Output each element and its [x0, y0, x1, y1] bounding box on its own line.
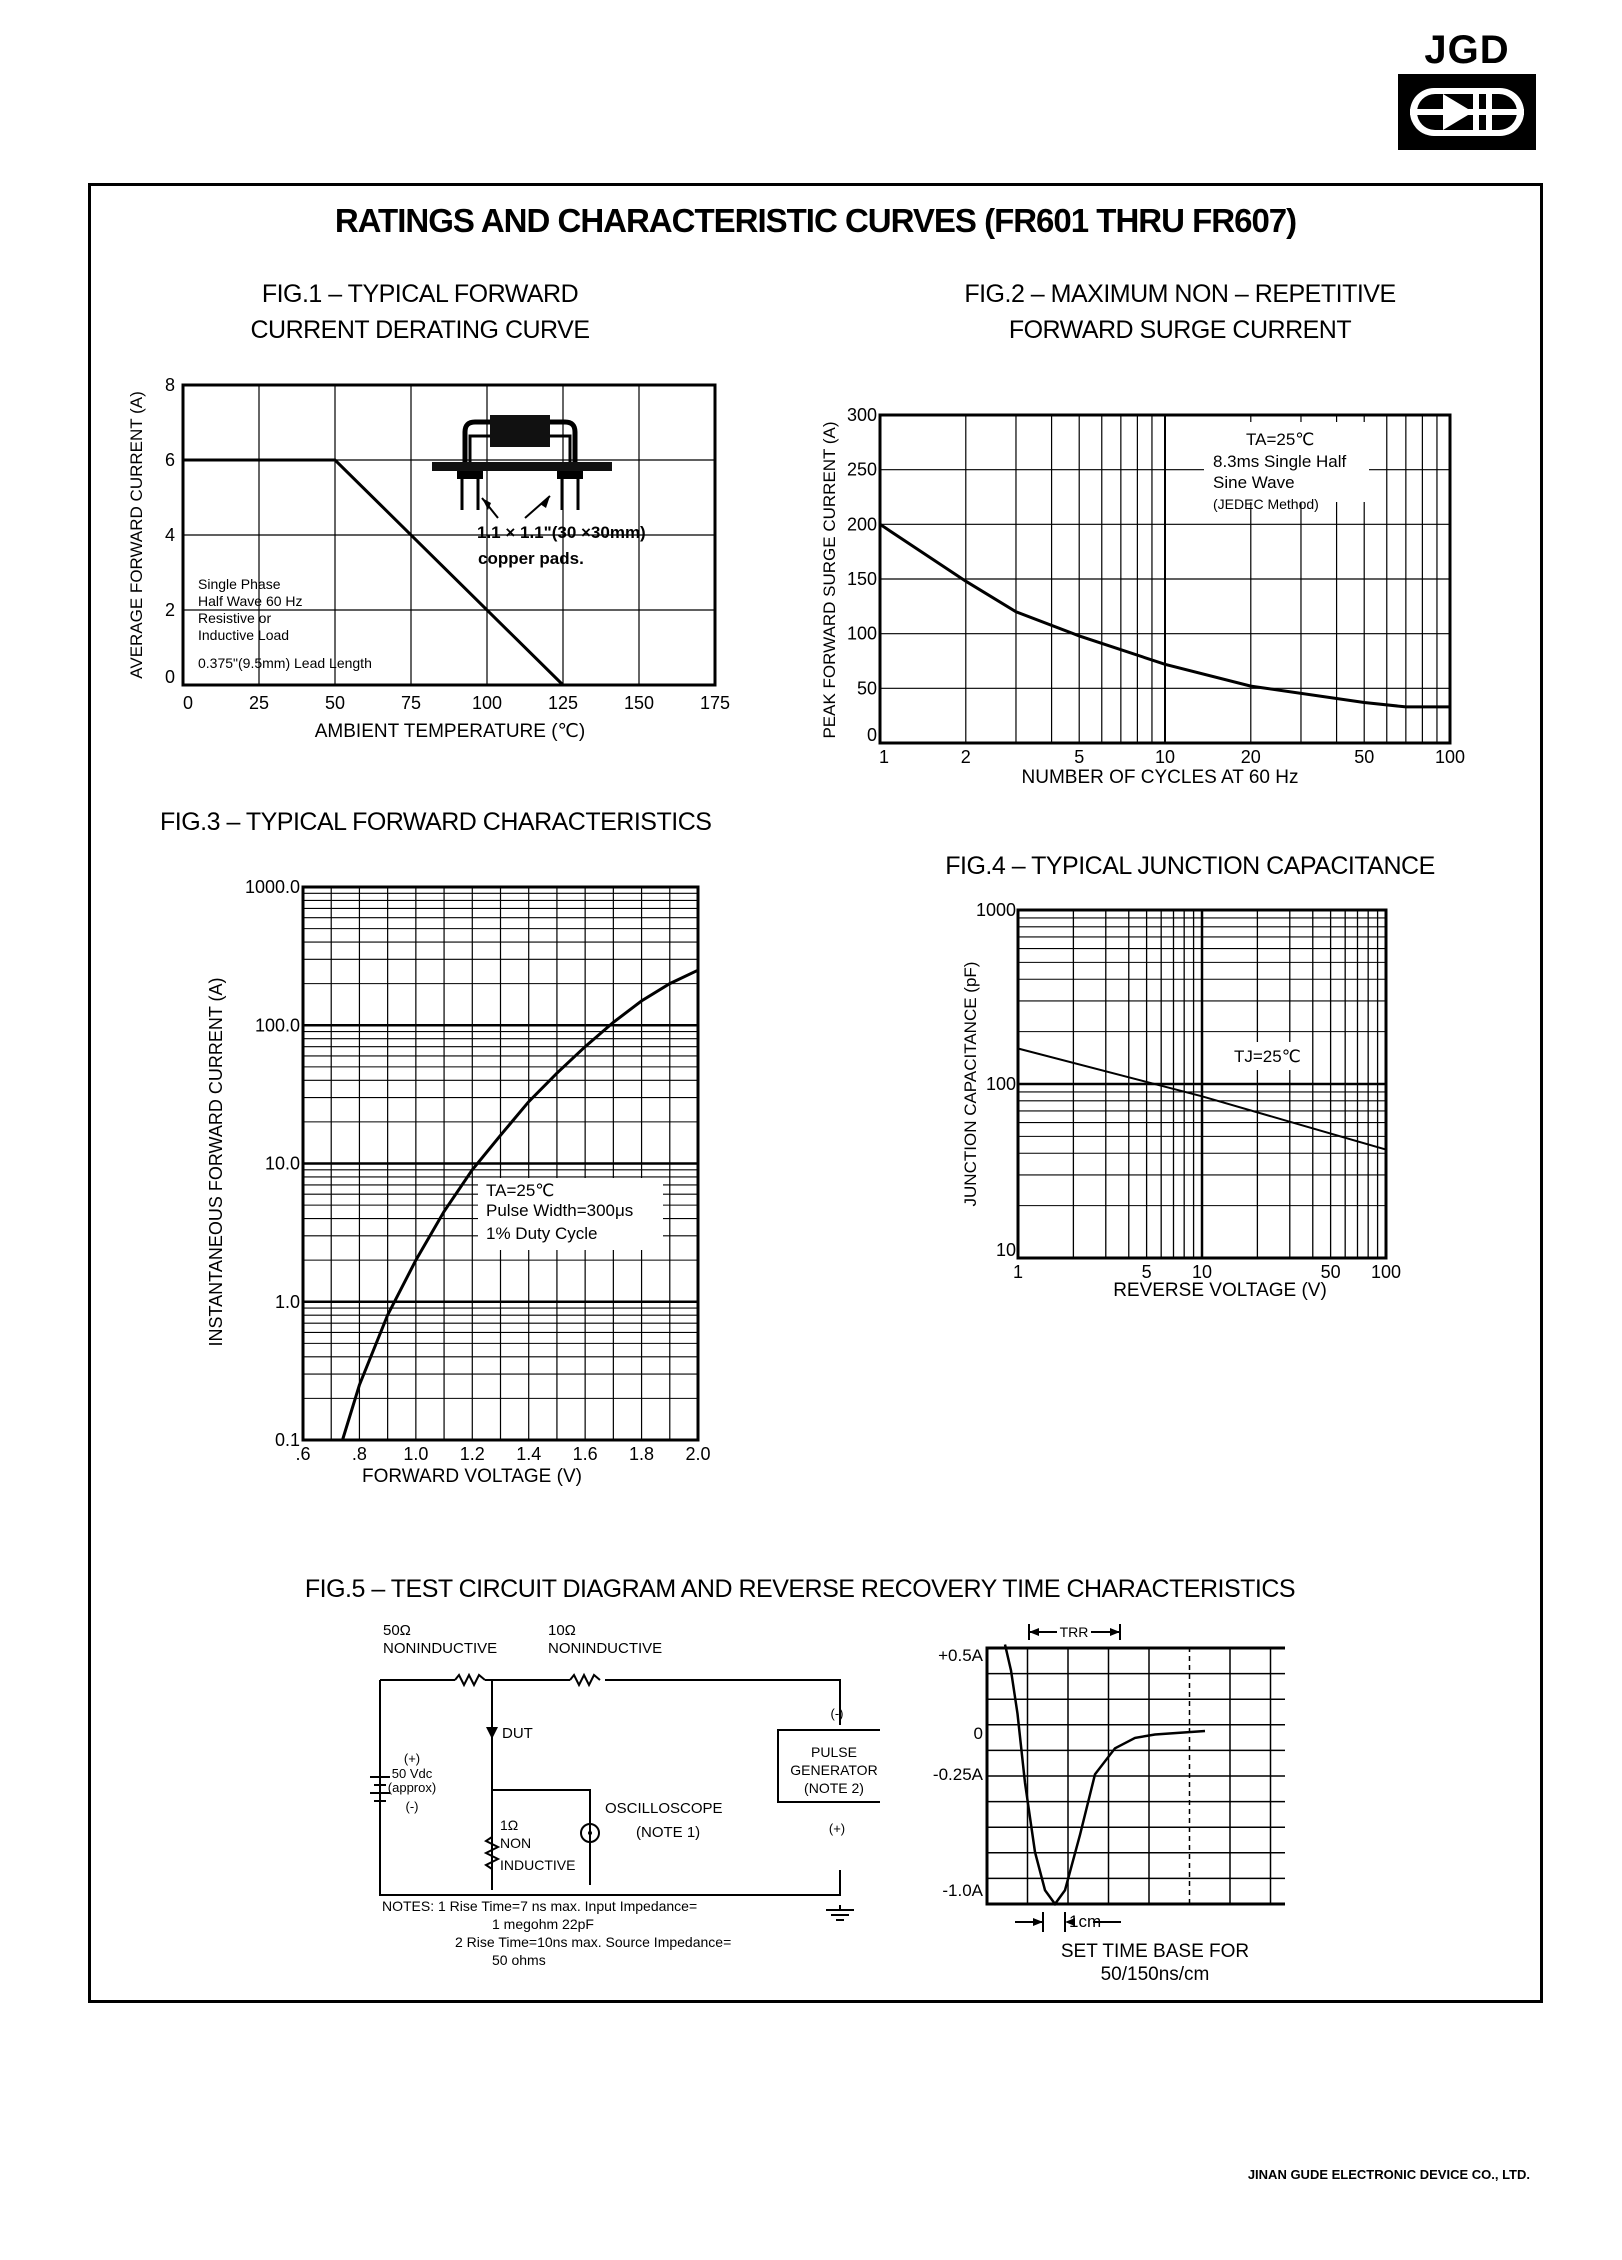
fig2-ticks: [847, 405, 1465, 767]
fig1-xtick-label: 50: [324, 693, 346, 713]
fig4-xtick-label: 100: [1370, 1262, 1402, 1282]
fig1-cond-1: Single Phase: [198, 576, 281, 592]
fig3-xtick-label: 1.0: [403, 1444, 429, 1464]
fig1-heatsink-illustration: [432, 415, 612, 518]
footer-company: JINAN GUDE ELECTRONIC DEVICE CO., LTD.: [1247, 2167, 1530, 2182]
fig2-xtick-label: 1: [878, 747, 890, 767]
fig5-title: [180, 1571, 1420, 1607]
fig2-cond-3: Sine Wave: [1213, 473, 1295, 492]
fig5-recovery-line: [1005, 1645, 1205, 1905]
fig2-ytick-label: 300: [846, 405, 877, 425]
diode-logo-icon: [1398, 74, 1536, 150]
fig4-xtick-label: 50: [1320, 1262, 1341, 1282]
circuit-scope-2: (NOTE 1): [636, 1824, 701, 1841]
fig5-ytick-2: 0: [973, 1724, 983, 1743]
fig1-derating-line: [183, 460, 563, 685]
fig1-ytick-label: 6: [164, 450, 175, 470]
fig3-ytick-label: 10.0: [264, 1153, 300, 1174]
fig3-xtick-label: 1.6: [572, 1444, 598, 1464]
fig3-ytick-label: 0.1: [274, 1430, 300, 1450]
fig5-ytick-3: -0.25A: [932, 1765, 983, 1784]
circuit-source-2: 50 Vdc: [391, 1766, 433, 1781]
fig3-chart: [190, 862, 750, 1502]
circuit-r50-value: 50Ω: [383, 1622, 411, 1639]
circuit-pulse-2: GENERATOR: [790, 1762, 878, 1778]
fig4-xtick-label: 1: [1012, 1262, 1024, 1282]
fig1-ytick-label: 2: [164, 600, 175, 620]
fig3-cond-2: Pulse Width=300μs: [486, 1201, 634, 1220]
fig3-title-line1: FIG.3 – TYPICAL FORWARD CHARACTERISTICS: [160, 808, 712, 836]
fig1-chart: [120, 370, 740, 750]
fig3-ytick-label: 1000.0: [244, 877, 300, 897]
circuit-note-4: 50 ohms: [492, 1952, 546, 1968]
fig2-xtick-label: 20: [1240, 747, 1261, 767]
fig4-xtick-label: 5: [1141, 1262, 1152, 1282]
page-title: RATINGS AND CHARACTERISTIC CURVES (FR601 THRU FR607): [334, 202, 1297, 239]
fig4-chart: [950, 892, 1430, 1312]
circuit-source-3: (approx): [387, 1780, 437, 1795]
fig3-ticks: [245, 877, 711, 1464]
fig2-ytick-label: 50: [856, 678, 877, 699]
fig1-cond-4: Inductive Load: [198, 627, 290, 643]
fig4-grid: [1018, 910, 1386, 1258]
circuit-pulse-minus: (-): [830, 1706, 844, 1721]
circuit-r10-value: 10Ω: [548, 1622, 576, 1639]
fig3-xtick-label: 1.2: [459, 1444, 485, 1464]
fig4-ytick-label: 10: [995, 1240, 1016, 1260]
fig4-ytick-label: 1000: [975, 900, 1016, 920]
fig3-ytick-label: 100.0: [254, 1015, 300, 1036]
fig2-ylabel: PEAK FORWARD SURGE CURRENT (A): [820, 421, 839, 739]
fig2-chart: [808, 370, 1488, 800]
fig4-title-line1: FIG.4 – TYPICAL JUNCTION CAPACITANCE: [945, 852, 1435, 880]
fig5-ytick-1: +0.5A: [938, 1646, 983, 1665]
fig4-ylabel: JUNCTION CAPACITANCE (pF): [961, 961, 980, 1207]
fig1-title: [170, 276, 670, 348]
fig1-xlabel: AMBIENT TEMPERATURE (℃): [314, 721, 586, 742]
fig4-ticks: [976, 900, 1401, 1282]
fig5-xlabel-2: 50/150ns/cm: [1100, 1964, 1210, 1985]
fig1-title-line2: CURRENT DERATING CURVE: [250, 316, 590, 344]
fig3-ytick-label: 1.0: [274, 1291, 300, 1312]
fig3-grid: [303, 887, 698, 1440]
fig5-trr-label: TRR: [1059, 1624, 1089, 1640]
fig2-cond-2: 8.3ms Single Half: [1213, 452, 1347, 471]
circuit-r50-type: NONINDUCTIVE: [383, 1640, 498, 1657]
circuit-note-3: 2 Rise Time=10ns max. Source Impedance=: [455, 1934, 732, 1950]
fig5-scale-label: 1cm: [1069, 1912, 1102, 1931]
circuit-pulse-plus: (+): [828, 1821, 846, 1836]
fig3-xlabel: FORWARD VOLTAGE (V): [362, 1466, 582, 1487]
fig2-cond-4: (JEDEC Method): [1213, 496, 1319, 512]
fig1-xtick-label: 175: [699, 693, 731, 713]
circuit-note-2: 1 megohm 22pF: [492, 1916, 594, 1932]
circuit-r10-type: NONINDUCTIVE: [548, 1640, 663, 1657]
fig3-xtick-label: .8: [351, 1444, 367, 1464]
fig1-xtick-label: 150: [623, 693, 655, 713]
fig1-pad-label-1: 1.1 × 1.1"(30 ×30mm): [477, 523, 646, 542]
fig1-ylabel: AVERAGE FORWARD CURRENT (A): [127, 391, 146, 679]
fig1-cond-2: Half Wave 60 Hz: [198, 593, 303, 609]
fig2-ytick-label: 250: [846, 459, 877, 480]
fig2-xtick-label: 10: [1154, 747, 1176, 767]
circuit-source-4: (-): [405, 1799, 419, 1814]
fig3-xtick-label: .6: [295, 1444, 311, 1464]
fig1-pad-label-2: copper pads.: [478, 549, 584, 568]
fig4-xtick-label: 10: [1191, 1262, 1213, 1282]
fig1-ytick-label: 8: [164, 375, 175, 395]
fig4-cond-1: TJ=25℃: [1234, 1047, 1301, 1066]
fig1-cond-3: Resistive or: [198, 610, 272, 626]
fig4-title: [900, 848, 1480, 884]
fig3-xtick-label: 1.4: [516, 1444, 542, 1464]
fig3-title: [160, 804, 880, 840]
fig3-cond-1: TA=25℃: [486, 1181, 555, 1200]
fig1-xtick-label: 0: [182, 693, 194, 713]
fig3-xtick-label: 2.0: [685, 1444, 711, 1464]
fig2-cond-1: TA=25℃: [1246, 430, 1315, 449]
brand-text: JGD: [1424, 28, 1510, 72]
fig1-cond-5: 0.375"(9.5mm) Lead Length: [198, 655, 372, 671]
fig2-xtick-label: 100: [1434, 747, 1466, 767]
fig5-grid: [987, 1648, 1285, 1904]
fig5-xlabel-1: SET TIME BASE FOR: [1060, 1941, 1250, 1962]
fig4-ytick-label: 100: [985, 1074, 1016, 1094]
circuit-pulse-1: PULSE: [811, 1744, 857, 1760]
fig2-title-line1: FIG.2 – MAXIMUM NON – REPETITIVE: [964, 280, 1396, 308]
fig2-title-line2: FORWARD SURGE CURRENT: [1008, 316, 1352, 344]
circuit-r1-1: 1Ω: [500, 1817, 519, 1833]
fig3-xtick-label: 1.8: [629, 1444, 655, 1464]
fig1-xtick-label: 25: [248, 693, 270, 713]
circuit-r1-3: INDUCTIVE: [500, 1857, 576, 1873]
company-logo: [1398, 30, 1536, 150]
fig2-title: [880, 276, 1480, 348]
fig5-title-line1: FIG.5 – TEST CIRCUIT DIAGRAM AND REVERSE RECOVERY TIME CHARACTERISTICS: [304, 1575, 1296, 1603]
fig1-xtick-label: 125: [547, 693, 579, 713]
fig5-chart: [905, 1620, 1285, 1990]
circuit-r1-2: NON: [500, 1835, 532, 1851]
fig2-ytick-label: 0: [866, 725, 877, 745]
fig5-ytick-4: -1.0A: [942, 1881, 983, 1900]
fig4-xlabel: REVERSE VOLTAGE (V): [1113, 1280, 1327, 1301]
fig1-xtick-label: 75: [400, 693, 422, 713]
fig2-ytick-label: 100: [846, 623, 877, 644]
fig1-ytick-label: 4: [164, 525, 175, 545]
circuit-source-1: (+): [403, 1751, 421, 1766]
circuit-pulse-3: (NOTE 2): [804, 1780, 864, 1796]
circuit-dut-label: DUT: [502, 1725, 533, 1742]
fig3-cond-3: 1% Duty Cycle: [486, 1224, 598, 1243]
fig2-xtick-label: 2: [960, 747, 971, 767]
fig1-xtick-label: 100: [471, 693, 503, 713]
circuit-scope-1: OSCILLOSCOPE: [605, 1800, 723, 1817]
circuit-note-1: NOTES: 1 Rise Time=7 ns max. Input Impedance=: [382, 1898, 698, 1914]
test-circuit-diagram: [360, 1615, 880, 1995]
fig1-title-line1: FIG.1 – TYPICAL FORWARD: [261, 280, 579, 308]
fig2-ytick-label: 150: [846, 569, 877, 589]
fig2-xlabel: NUMBER OF CYCLES AT 60 Hz: [1021, 767, 1299, 788]
fig2-ytick-label: 200: [846, 514, 877, 535]
fig2-xtick-label: 5: [1074, 747, 1085, 767]
fig3-ylabel: INSTANTANEOUS FORWARD CURRENT (A): [206, 977, 226, 1347]
fig2-xtick-label: 50: [1354, 747, 1375, 767]
fig1-ytick-label: 0: [164, 667, 175, 687]
